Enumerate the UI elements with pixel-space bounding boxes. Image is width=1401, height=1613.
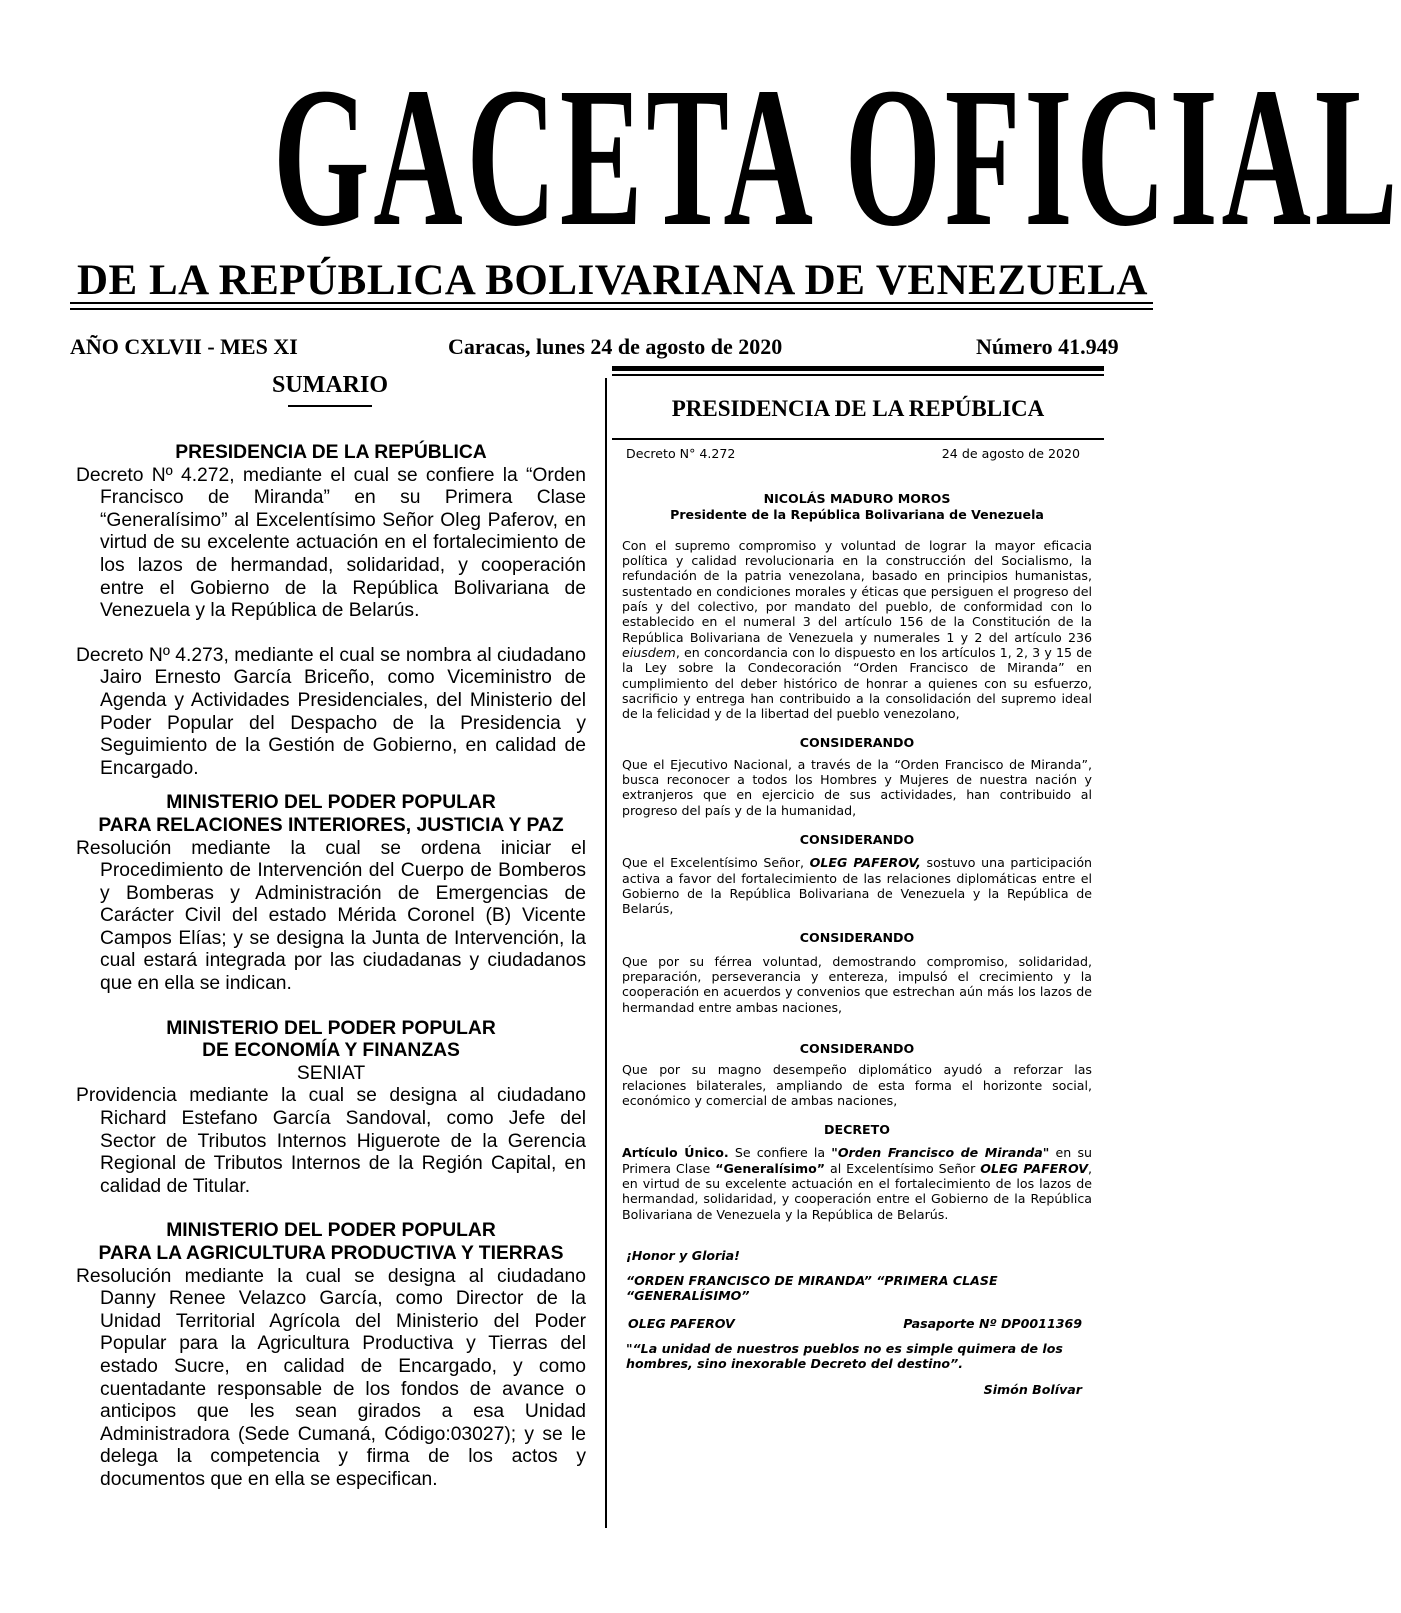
section-heading: MINISTERIO DEL PODER POPULAR	[166, 792, 496, 814]
considerando-4: Que por su magno desempeño diplomático ayudó a reforzar las relaciones bilaterales, ampliando de esta forma el horizonte social, económico y comercial de ambas naciones,	[622, 1062, 1092, 1108]
quote-author: Simón Bolívar	[983, 1381, 1082, 1397]
bolivar-quote: "“La unidad de nuestros pueblos no es simple quimera de los hombres, sino inexorable Decreto del destino”.	[626, 1341, 1063, 1372]
sumario-entry: Resolución mediante la cual se designa al ciudadano Danny Renee Velazco García, como Director de la Unidad Territorial Agrícola del Ministerio del Poder Popular para la Agricultura Productiva y Tierras del estado Sucre, en calidad de Encargado, y como cuentadante responsable de los fondos de avance o anticipos que les sean girados a esa Unidad Administradora (Sede Cumaná, Código:03027); y se le delega la competencia y firma de los actos y documentos que en ella se especifican.	[76, 1265, 586, 1490]
sumario-column	[76, 442, 586, 1492]
sumario-entry: Resolución mediante la cual se ordena iniciar el Procedimiento de Intervención del Cuerpo de Bomberos y Bomberas y Administración de Emergencias de Carácter Civil del estado Mérida Coronel (B) Vicente Campos Elías; y se designa la Junta de Intervención, la cual estará integrada por las ciudadanas y ciudadanos que en ella se indican.	[76, 837, 586, 995]
issue-number: Número 41.949	[976, 334, 1119, 359]
masthead-title: GACETA OFICIAL	[273, 47, 1401, 268]
recipient-name: OLEG PAFEROV	[628, 1315, 735, 1331]
place-date: Caracas, lunes 24 de agosto de 2020	[448, 334, 783, 359]
orden-line: “ORDEN FRANCISCO DE MIRANDA” “PRIMERA CLASE “GENERALÍSIMO”	[626, 1273, 998, 1304]
decree-header-row	[622, 446, 1092, 461]
sumario-section	[76, 1018, 586, 1199]
decree-top-rule	[612, 374, 1104, 376]
masthead-rule-bottom	[70, 308, 1153, 310]
masthead-subtitle: DE LA REPÚBLICA BOLIVARIANA DE VENEZUELA	[77, 257, 1148, 304]
considerando-heading: CONSIDERANDO	[799, 1040, 915, 1056]
masthead-rule-top	[70, 302, 1153, 304]
considerando-3: Que por su férrea voluntad, demostrando compromiso, solidaridad, preparación, perseverancia y entereza, impulsó el crecimiento y la cooperación en acuerdos y convenios que estrechan aún más los lazos de hermandad entre ambas naciones,	[622, 953, 1092, 1015]
recipient-row	[622, 1316, 1092, 1331]
sumario-section	[76, 1220, 586, 1491]
sumario-entry: Decreto Nº 4.272, mediante el cual se confiere la “Orden Francisco de Miranda” en su Primera Clase “Generalísimo” al Excelentísimo Señor Oleg Paferov, en virtud de su excelente actuación en el fortalecimiento de los lazos de hermandad, solidaridad, y cooperación entre el Gobierno de la República Bolivariana de Venezuela y la República de Belarús.	[76, 464, 586, 622]
considerando-heading: CONSIDERANDO	[799, 735, 915, 751]
year-month: AÑO CXLVII - MES XI	[70, 334, 298, 359]
section-heading: MINISTERIO DEL PODER POPULAR	[166, 1017, 496, 1039]
considerando-heading: CONSIDERANDO	[799, 930, 915, 946]
considerando-heading: CONSIDERANDO	[799, 831, 915, 847]
sumario-entry: Providencia mediante la cual se designa al ciudadano Richard Estefano García Sandoval, como Jefe del Sector de Tributos Internos Higuerote de la Gerencia Regional de Tributos Internos de la Región Capital, en calidad de Titular.	[76, 1085, 586, 1197]
section-heading: PARA LA AGRICULTURA PRODUCTIVA Y TIERRAS	[98, 1243, 564, 1264]
sumario-section	[76, 442, 586, 780]
considerando-1: Que el Ejecutivo Nacional, a través de la “Orden Francisco de Miranda”, busca reconocer a todos los Hombres y Mujeres de nuestra nación y extranjeros que en ejercicio de sus actividades, han contribuido al progreso del país y de la humanidad,	[622, 756, 1092, 818]
decree-number: Decreto N° 4.272	[626, 446, 736, 461]
considerando-2: Que el Excelentísimo Señor, OLEG PAFEROV, sostuvo una participación activa a favor del fortalecimiento de las relaciones diplomáticas entre el Gobierno de la República Bolivariana de Venezuela y la República de Belarús,	[622, 855, 1093, 917]
articulo-unico: Artículo Único. Se confiere la "Orden Francisco de Miranda" en su Primera Clase “Generalísimo” al Excelentísimo Señor OLEG PAFEROV, en virtud de su excelente actuación en el fortalecimiento de los lazos de hermandad, solidaridad, y cooperación entre el Gobierno de la República Bolivariana de Venezuela y la República de Belarús.	[622, 1145, 1092, 1222]
sumario-section	[76, 792, 586, 995]
sumario-underline	[288, 405, 372, 407]
decree-section-title: PRESIDENCIA DE LA REPÚBLICA	[671, 396, 1045, 421]
honor-line: ¡Honor y Gloria!	[626, 1247, 740, 1263]
decreto-heading: DECRETO	[824, 1122, 890, 1138]
section-heading: PARA RELACIONES INTERIORES, JUSTICIA Y PAZ	[98, 814, 564, 836]
decree-date: 24 de agosto de 2020	[941, 446, 1080, 461]
president-title: Presidente de la República Bolivariana de Venezuela	[670, 506, 1044, 522]
sumario-heading: SUMARIO	[271, 372, 388, 398]
decree-preamble: Con el supremo compromiso y voluntad de lograr la mayor eficacia política y calidad revolucionaria en la construcción del Socialismo, la refundación de la patria venezolana, basado en principios humanistas, sustentado en condiciones morales y éticas que persiguen el progreso del país y del colectivo, por mandato del pueblo, de conformidad con lo establecido en el numeral 3 del artículo 156 de la Constitución de la República Bolivariana de Venezuela y numerales 1 y 2 del artículo 236 eiusdem, en concordancia con lo dispuesto en los artículos 1, 2, 3 y 15 de la Ley sobre la Condecoración “Orden Francisco de Miranda” en cumplimiento del deber histórico de honrar a quienes con su esfuerzo, sacrificio y entrega han contribuido a la consolidación del supremo ideal de la felicidad y de la libertad del pueblo venezolano,	[622, 537, 1092, 722]
decree-top-bar	[612, 366, 1104, 371]
president-name: NICOLÁS MADURO MOROS	[763, 491, 951, 507]
sumario-entry: Decreto Nº 4.273, mediante el cual se nombra al ciudadano Jairo Ernesto García Briceño, como Viceministro de Agenda y Actividades Presidenciales, del Ministerio del Poder Popular del Despacho de la Presidencia y Seguimiento de la Gestión de Gobierno, en calidad de Encargado.	[76, 644, 586, 779]
decree-title-rule	[612, 438, 1104, 440]
decree-column	[622, 446, 1092, 1397]
section-heading: MINISTERIO DEL PODER POPULAR	[166, 1220, 496, 1242]
passport-number: Pasaporte Nº DP0011369	[903, 1315, 1082, 1331]
section-subheading: SENIAT	[296, 1062, 366, 1084]
section-heading: DE ECONOMÍA Y FINANZAS	[202, 1040, 460, 1062]
section-heading: PRESIDENCIA DE LA REPÚBLICA	[175, 442, 487, 463]
column-divider	[605, 378, 607, 1528]
